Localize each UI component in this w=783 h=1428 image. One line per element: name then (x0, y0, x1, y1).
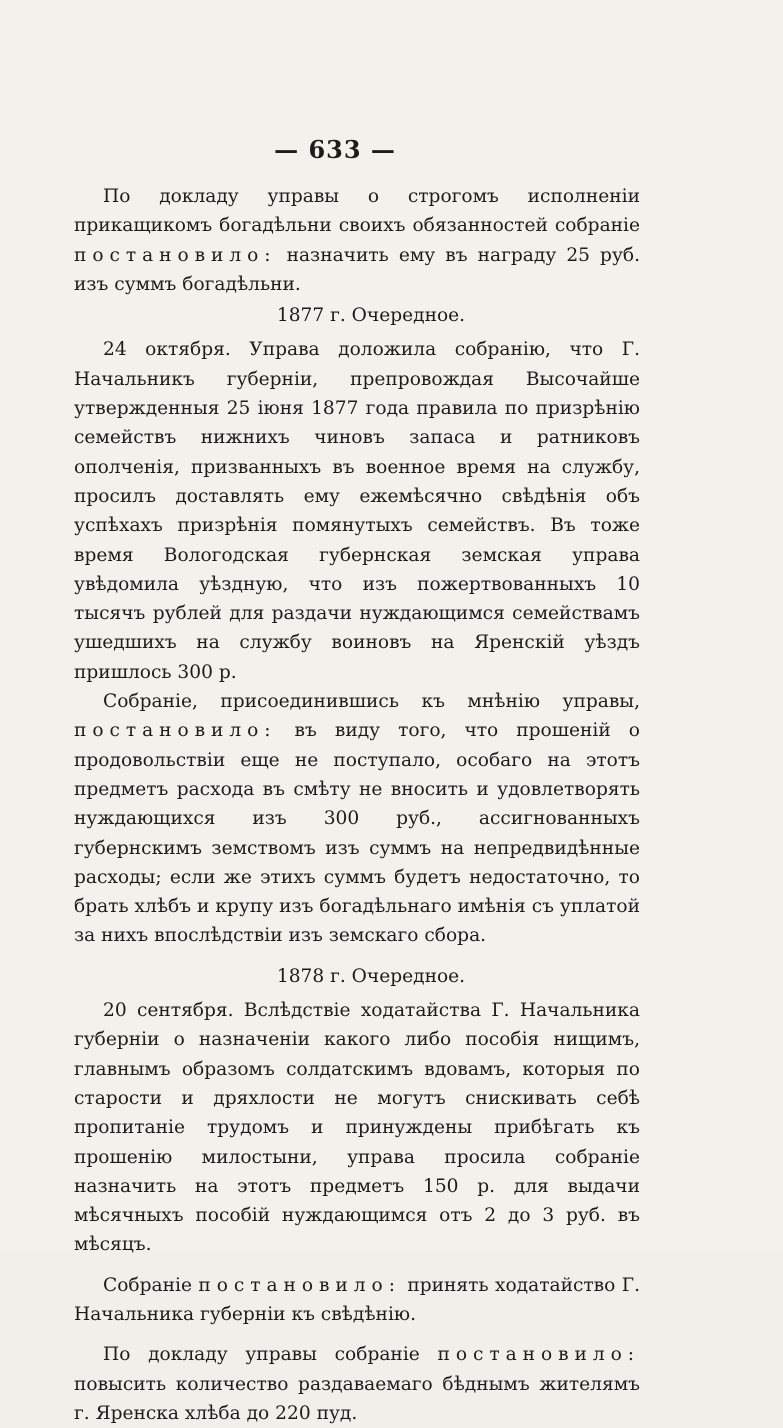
resolution-keyword: постановило: (198, 1274, 401, 1296)
paragraph-text: повысить количество раздаваемаго бѣднымъ жителямъ г. Яренска хлѣба до 220 пуд. (74, 1373, 640, 1424)
paragraph-october-24: 24 октября. Управа доложила собранію, что Г. Начальникъ губерніи, препровождая Высочайше утвержденныя 25 іюня 1877 года правила по призрѣнію семействъ нижнихъ чиновъ запаса и ратниковъ ополченія, призванныхъ въ военное время на службу, просилъ доставлять ему ежемѣсячно свѣдѣнія объ успѣхахъ призрѣнія помянутыхъ семействъ. Въ тоже время Вологодская губернская земская управа увѣдомила уѣздную, что изъ пожертвованныхъ 10 тысячъ рублей для раздачи нуждающимся семействамъ ушедшихъ на службу воиновъ на Яренскій уѣздъ пришлось 300 р. (74, 339, 640, 683)
paragraph-text: По докладу управы о строгомъ исполненіи прикащикомъ богадѣльни своихъ обязанностей собраніе (74, 186, 640, 237)
paragraph-text: принять ходатайство Г. Начальника губерніи къ свѣдѣнію. (74, 1274, 641, 1325)
paragraph-text: Собраніе (103, 1274, 199, 1296)
section-heading-1877: 1877 г. Очередное. (276, 305, 466, 327)
paragraph-text: Собраніе, присоединившись къ мнѣнію управы, (103, 691, 640, 713)
paragraph-resolution-1878 (74, 1271, 640, 1330)
paragraph-resolution-1877 (74, 687, 640, 951)
page-number: — 633 — (274, 135, 396, 164)
paragraph-september-20: 20 сентября. Вслѣдствіе ходатайства Г. Начальника губерніи о назначеніи какого либо пособія нищимъ, главнымъ образомъ солдатскимъ вдовамъ, которыя по старости и дряхлости не могутъ снискивать себѣ пропитаніе трудомъ и принуждены прибѣгать къ прошенію милостыни, управа просила собраніе назначить на этотъ предметъ 150 р. для выдачи мѣсячныхъ пособій нуждающимся отъ 2 до 3 руб. въ мѣсяцъ. (74, 1000, 640, 1256)
page-body (74, 182, 640, 1428)
section-heading-1878: 1878 г. Очередное. (276, 965, 466, 987)
paragraph-bread-increase (74, 1340, 640, 1428)
paragraph-text: По докладу управы собраніе (103, 1344, 438, 1366)
paragraph-text: въ виду того, что прошеній о продовольствіи еще не поступало, особаго на этотъ предметъ расхода въ смѣту не вносить и удовлетворять нуждающихся изъ 300 руб., ассигнованныхъ губернскимъ земствомъ изъ суммъ на непредвидѣнные расходы; если же этихъ суммъ будетъ недостаточно, то брать хлѣбъ и крупу изъ богадѣльнаго имѣнія съ уплатой за нихъ впослѣдствіи изъ земскаго сбора. (74, 720, 640, 947)
resolution-keyword: постановило: (74, 244, 277, 266)
resolution-keyword: постановило: (74, 720, 277, 742)
paragraph-award-clerk (74, 182, 640, 299)
resolution-keyword: постановило: (437, 1344, 640, 1366)
paragraph-text: назначить ему въ награду 25 руб. изъ суммъ богадѣльни. (74, 244, 640, 295)
